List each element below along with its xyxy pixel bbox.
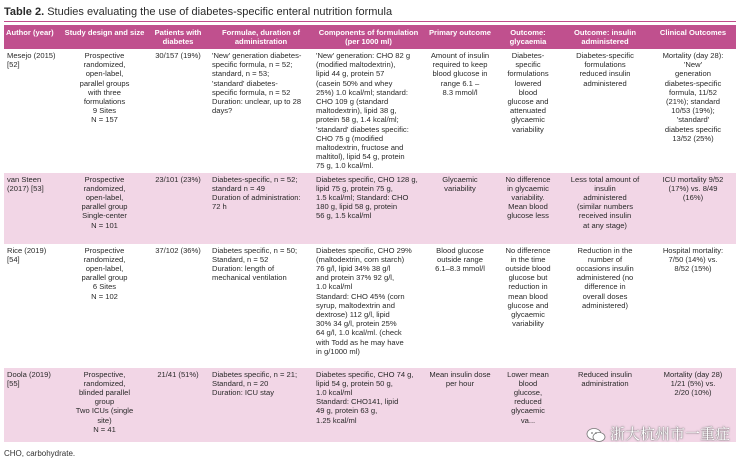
cell-glycaemia	[496, 49, 560, 173]
cell-line: Single-center	[82, 211, 127, 221]
cell-line: parallel group	[81, 273, 128, 283]
cell-line: [55]	[7, 378, 20, 388]
cell-line: randomized,	[83, 254, 126, 264]
cell-line: Prospective	[84, 245, 125, 255]
cell-line: 8/52 (15%)	[674, 264, 712, 274]
cell-line: outside blood	[505, 264, 551, 274]
cell-line: 'New' generation diabetes-	[212, 51, 302, 60]
cell-primary	[424, 244, 496, 368]
cell-line: va...	[520, 415, 536, 425]
cell-line: Glycaemic	[442, 174, 478, 184]
cell-line: with three	[88, 87, 121, 97]
cell-line: randomized,	[83, 60, 126, 70]
cell-line: randomized,	[83, 183, 126, 193]
cell-line: parallel group	[81, 202, 128, 212]
cell-line: 2/20 (10%)	[674, 388, 712, 398]
cell-line: maltitol), lipid 54 g, protein	[316, 152, 405, 162]
cell-line: parallel groups	[79, 78, 130, 88]
watermark-text: 浙大杭州市一重症	[609, 425, 730, 443]
cell-line: (casein 50% and whey	[316, 78, 393, 88]
studies-table	[4, 25, 736, 442]
cell-line: 30% 34 g/l, protein 25%	[316, 319, 397, 329]
cell-line: glucose,	[513, 388, 543, 398]
title-rule	[4, 21, 736, 22]
cell-line: lipid 44 g, protein 57	[316, 69, 385, 79]
column-header: Outcome: insulin administered	[560, 25, 650, 49]
cell-line: [54]	[7, 254, 20, 264]
cell-line: formula, 11/52	[669, 87, 717, 97]
cell-line: (similar numbers	[576, 202, 634, 212]
cell-line: per hour	[445, 378, 475, 388]
cell-line: Less total amount of	[570, 174, 640, 184]
cell-author	[4, 49, 62, 173]
cell-clinical	[650, 173, 736, 244]
cell-line: Mean blood	[508, 202, 548, 212]
cell-line: Diabetes-specific	[576, 51, 634, 60]
cell-line: 6 Sites	[92, 282, 117, 292]
cell-line: (2017) [53]	[7, 183, 44, 193]
cell-line: glycaemic	[511, 115, 545, 125]
cell-line: 1.0 kcal/ml	[316, 388, 353, 398]
cell-line: 'New'	[683, 60, 703, 70]
cell-line: administered	[583, 193, 627, 203]
cell-primary	[424, 173, 496, 244]
cell-line: (17%) vs. 8/49	[668, 183, 718, 193]
cell-insulin	[560, 244, 650, 368]
cell-primary	[424, 368, 496, 442]
cell-line: blood glucose in	[432, 69, 488, 79]
cell-components	[313, 368, 424, 442]
cell-line: mechanical ventilation	[212, 273, 287, 283]
cell-line: formulations	[584, 60, 626, 70]
cell-line: administration	[581, 378, 629, 388]
cell-line: Rice (2019)	[7, 245, 47, 255]
cell-line: outside range	[436, 254, 484, 264]
cell-line: glucose less	[507, 211, 549, 221]
cell-line: No difference	[505, 245, 551, 255]
cell-line: 7/50 (14%) vs.	[668, 254, 718, 264]
cell-line: reduced	[514, 397, 542, 407]
table-caption: Studies evaluating the use of diabetes-specific enteral nutrition formula	[47, 6, 393, 18]
cell-line: occasions insulin	[576, 264, 634, 274]
cell-line: N = 101	[91, 220, 118, 230]
cell-line: Diabetes specific, n = 21;	[212, 369, 298, 379]
cell-line: maltodextrin), lipid 38 g,	[316, 106, 397, 116]
cell-line: Reduction in the	[577, 245, 633, 255]
cell-line: syrup, maltodextrin and	[316, 300, 395, 310]
column-header: Patients with diabetes	[147, 25, 209, 49]
cell-line: variability.	[511, 193, 545, 203]
column-header: Study design and size	[62, 25, 147, 49]
cell-line: required to keep	[432, 60, 488, 70]
cell-patients: 37/102 (36%)	[147, 244, 209, 368]
cell-line: 49 g, protein 63 g,	[316, 406, 378, 416]
column-header: Components of formulation (per 1000 ml)	[313, 25, 424, 49]
cell-line: maltodextrin, fructose and	[316, 143, 404, 153]
cell-line: site)	[97, 415, 112, 425]
cell-line: No difference	[505, 174, 551, 184]
cell-line: Lower mean	[507, 369, 549, 379]
watermark	[586, 423, 730, 444]
cell-line: Mesejo (2015)	[7, 51, 56, 60]
cell-line: Reduced insulin	[577, 369, 633, 379]
cell-line: Prospective	[84, 51, 125, 60]
cell-line: 1.0 kcal/ml	[316, 282, 353, 292]
cell-line: 13/52 (25%)	[672, 133, 714, 143]
cell-line: Diabetes specific, CHO 29%	[316, 245, 412, 255]
cell-line: ICU mortality 9/52	[662, 174, 724, 184]
cell-primary	[424, 49, 496, 173]
cell-line: glucose and	[507, 97, 549, 107]
cell-line: difference in	[584, 282, 626, 292]
cell-line: specific	[515, 60, 541, 70]
cell-line: range 6.1 –	[440, 78, 480, 88]
table-title	[4, 6, 392, 18]
cell-line: van Steen	[7, 174, 42, 184]
cell-line: and protein 37% 92 g/l,	[316, 273, 395, 283]
footnote: CHO, carbohydrate.	[4, 449, 76, 458]
cell-line: Standard, n = 52	[212, 254, 269, 264]
cell-patients: 21/41 (51%)	[147, 368, 209, 442]
cell-insulin	[560, 49, 650, 173]
cell-line: Diabetes-specific, n = 52;	[212, 174, 298, 184]
cell-line: 'standard' diabetes specific:	[316, 124, 409, 134]
cell-line: 9 Sites	[92, 106, 117, 116]
cell-line: Blood glucose	[436, 245, 484, 255]
cell-design	[62, 368, 147, 442]
cell-line: 72 h	[212, 202, 227, 212]
table-number: Table 2.	[4, 6, 45, 18]
cell-formulae	[209, 368, 313, 442]
cell-formulae	[209, 49, 313, 173]
cell-line: formulations	[507, 69, 549, 79]
cell-line: in g/1000 ml)	[316, 346, 360, 356]
cell-line: 1/21 (5%) vs.	[670, 378, 716, 388]
cell-formulae	[209, 173, 313, 244]
cell-line: 76 g/l, lipid 34% 38 g/l	[316, 264, 391, 274]
cell-components	[313, 49, 424, 173]
cell-author	[4, 368, 62, 442]
cell-line: Diabetes specific, CHO 128 g,	[316, 174, 418, 184]
cell-line: diabetes specific	[664, 124, 722, 134]
cell-line: 6.1–8.3 mmol/l	[435, 264, 485, 274]
cell-line: Mortality (day 28):	[662, 51, 724, 60]
cell-design	[62, 173, 147, 244]
cell-line: reduced insulin	[579, 69, 631, 79]
cell-line: number of	[587, 254, 623, 264]
wechat-icon	[586, 427, 606, 443]
cell-line: formulations	[83, 97, 126, 107]
table-row	[4, 49, 736, 173]
cell-line: (modified maltodextrin),	[316, 60, 396, 70]
cell-line: Duration of administration:	[212, 193, 301, 203]
cell-line: at any stage)	[583, 220, 627, 230]
cell-line: Hospital mortality:	[662, 245, 724, 255]
cell-line: Diabetes-	[511, 51, 545, 60]
cell-line: glucose and	[507, 300, 549, 310]
column-header: Primary outcome	[424, 25, 496, 49]
cell-line: N = 157	[91, 115, 118, 125]
cell-line: protein 58 g, 1.4 kcal/ml;	[316, 115, 399, 125]
table-header-row	[4, 25, 736, 49]
cell-line: Standard: CHO141, lipid	[316, 397, 399, 407]
cell-line: Mean insulin dose	[429, 369, 491, 379]
column-header: Outcome: glycaemia	[496, 25, 560, 49]
cell-patients: 30/157 (19%)	[147, 49, 209, 173]
cell-line: Prospective	[84, 174, 125, 184]
cell-line: blinded parallel	[78, 388, 131, 398]
cell-line: Prospective,	[83, 369, 126, 379]
cell-line: lipid 75 g, protein 75 g,	[316, 183, 393, 193]
cell-glycaemia	[496, 244, 560, 368]
cell-line: Two ICUs (single	[75, 406, 134, 416]
cell-line: specific formula, n = 52	[212, 87, 291, 97]
cell-line: group	[94, 397, 115, 407]
cell-glycaemia	[496, 368, 560, 442]
cell-line: [52]	[7, 60, 20, 70]
cell-line: open-label,	[85, 69, 124, 79]
cell-clinical	[650, 49, 736, 173]
cell-line: blood	[518, 87, 538, 97]
cell-line: reduction in	[508, 282, 548, 292]
cell-line: 25%) 1.0 kcal/ml; standard:	[316, 87, 409, 97]
cell-line: (16%)	[682, 193, 704, 203]
cell-line: Standard: CHO 45% (corn	[316, 291, 405, 301]
cell-line: Diabetes specific, CHO 74 g,	[316, 369, 414, 379]
cell-line: in the time	[510, 254, 546, 264]
cell-line: randomized,	[83, 378, 126, 388]
cell-line: diabetes-specific	[664, 78, 722, 88]
cell-line: standard, n = 53;	[212, 69, 270, 79]
cell-line: Duration: length of	[212, 264, 275, 274]
cell-insulin	[560, 173, 650, 244]
cell-line: standard n = 49	[212, 183, 265, 193]
cell-line: (21%); standard	[665, 97, 721, 107]
cell-line: generation	[675, 69, 711, 79]
cell-line: administered	[583, 78, 627, 88]
cell-line: Standard, n = 20	[212, 378, 269, 388]
cell-line: glycaemic	[511, 406, 545, 416]
cell-line: lipid 54 g, protein 50 g,	[316, 378, 393, 388]
cell-line: attenuated	[510, 106, 546, 116]
column-header: Clinical Outcomes	[650, 25, 736, 49]
cell-design	[62, 244, 147, 368]
cell-line: Diabetes specific, n = 50;	[212, 245, 298, 255]
cell-components	[313, 173, 424, 244]
cell-line: dextrose) 112 g/l, lipid	[316, 310, 390, 320]
cell-glycaemia	[496, 173, 560, 244]
cell-line: CHO 109 g (standard	[316, 97, 389, 107]
cell-line: lowered	[514, 78, 542, 88]
cell-components	[313, 244, 424, 368]
cell-line: days?	[212, 106, 233, 116]
cell-line: Amount of insulin	[430, 51, 490, 60]
cell-patients: 23/101 (23%)	[147, 173, 209, 244]
cell-line: (maltodextrin, corn starch)	[316, 254, 405, 264]
cell-formulae	[209, 244, 313, 368]
cell-line: 64 g/l, 1.0 kcal/ml. (check	[316, 328, 402, 338]
cell-line: Duration: ICU stay	[212, 388, 275, 398]
cell-line: with Todd as he may have	[316, 337, 404, 347]
cell-line: administered)	[581, 300, 628, 310]
cell-line: Mortality (day 28)	[663, 369, 723, 379]
cell-line: 1.5 kcal/ml; Standard: CHO	[316, 193, 409, 203]
cell-line: 75 g, 1.0 kcal/ml.	[316, 161, 374, 171]
cell-author	[4, 173, 62, 244]
cell-design	[62, 49, 147, 173]
cell-clinical	[650, 244, 736, 368]
cell-line: variability	[512, 124, 544, 134]
cell-author	[4, 244, 62, 368]
cell-line: mean blood	[508, 291, 548, 301]
table-body	[4, 49, 736, 442]
cell-line: CHO 75 g (modified	[316, 133, 384, 143]
cell-line: 1.25 kcal/ml	[316, 415, 357, 425]
cell-line: variability	[512, 319, 544, 329]
cell-line: 'standard' diabetes-	[212, 78, 278, 88]
column-header: Formulae, duration of administration	[209, 25, 313, 49]
cell-line: in glycaemic	[507, 183, 549, 193]
cell-line: 8.3 mmol/l	[442, 87, 478, 97]
cell-line: N = 41	[93, 424, 116, 434]
cell-line: glucose but	[508, 273, 548, 283]
cell-line: specific formula, n = 52;	[212, 60, 293, 70]
table-row	[4, 173, 736, 244]
cell-line: 56 g, 1.5 kcal/ml	[316, 211, 372, 221]
cell-line: insulin	[594, 183, 616, 193]
cell-line: open-label,	[85, 193, 124, 203]
cell-line: 'New' generation: CHO 82 g	[316, 51, 411, 60]
cell-line: Doola (2019)	[7, 369, 51, 379]
cell-line: blood	[518, 378, 538, 388]
cell-line: open-label,	[85, 264, 124, 274]
cell-line: variability	[444, 183, 476, 193]
table-row	[4, 244, 736, 368]
cell-line: 10/53 (19%);	[671, 106, 715, 116]
cell-line: 180 g, lipid 58 g, protein	[316, 202, 398, 212]
column-header: Author (year)	[4, 25, 62, 49]
cell-line: 'standard'	[676, 115, 710, 125]
cell-line: overall doses	[582, 291, 628, 301]
cell-line: N = 102	[91, 291, 118, 301]
cell-line: Duration: unclear, up to 28	[212, 97, 302, 107]
cell-line: administered (no	[576, 273, 634, 283]
cell-line: received insulin	[578, 211, 632, 221]
cell-line: glycaemic	[511, 310, 545, 320]
